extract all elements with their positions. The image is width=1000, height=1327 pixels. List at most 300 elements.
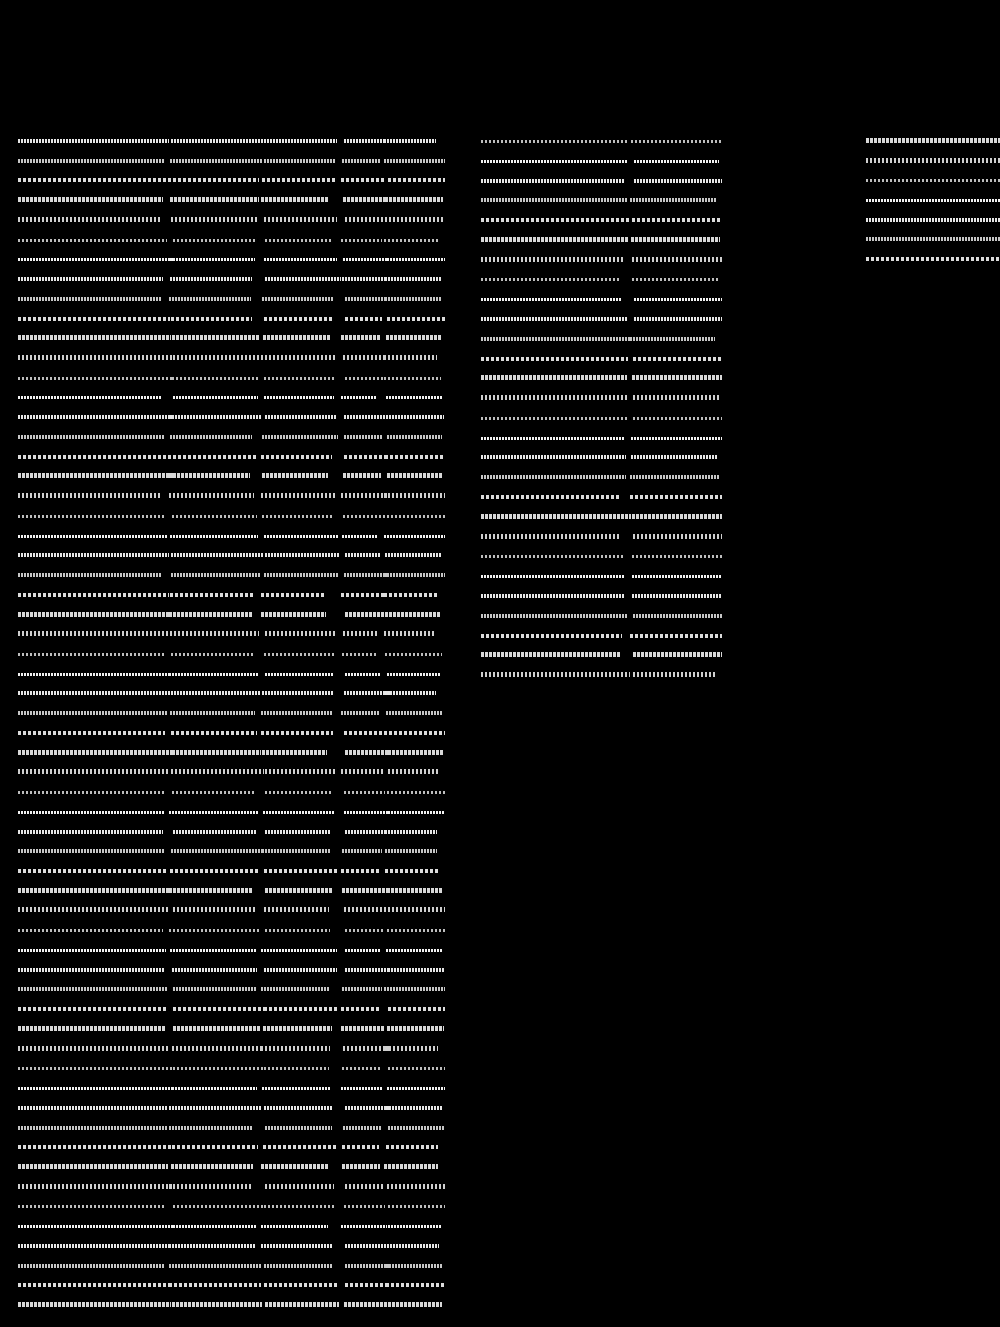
text-segment — [264, 1106, 332, 1110]
text-segment — [481, 437, 624, 440]
text-segment — [388, 1302, 442, 1307]
text-segment — [345, 612, 389, 617]
text-segment — [264, 1067, 329, 1070]
text-segment — [170, 435, 252, 439]
text-segment — [341, 239, 382, 242]
text-segment — [171, 769, 264, 774]
text-segment — [387, 258, 445, 261]
text-segment — [344, 1205, 385, 1208]
text-segment — [18, 888, 172, 893]
text-segment — [263, 811, 335, 814]
text-segment — [265, 830, 330, 834]
text-segment — [387, 1244, 439, 1248]
text-segment — [18, 435, 165, 439]
text-segment — [18, 396, 162, 399]
text-segment — [169, 415, 262, 419]
text-line — [481, 177, 722, 183]
text-segment — [172, 791, 254, 794]
text-segment — [170, 258, 255, 261]
text-segment — [171, 139, 263, 143]
text-line — [18, 275, 445, 281]
text-segment — [341, 178, 385, 182]
text-segment — [18, 1244, 169, 1248]
text-line — [18, 768, 445, 774]
text-segment — [342, 1164, 380, 1169]
text-segment — [344, 811, 388, 814]
text-line — [18, 906, 445, 912]
text-segment — [173, 1067, 264, 1070]
right-text-block — [866, 137, 1000, 261]
text-segment — [344, 731, 389, 735]
text-segment — [171, 317, 252, 321]
text-segment — [265, 1184, 334, 1189]
text-segment — [342, 277, 387, 281]
text-segment — [384, 493, 445, 498]
text-segment — [171, 849, 264, 853]
text-line — [481, 671, 722, 677]
text-line — [18, 1084, 445, 1090]
text-segment — [262, 297, 333, 301]
text-segment — [171, 553, 263, 557]
text-segment — [387, 673, 440, 676]
text-line — [481, 572, 722, 578]
text-segment — [343, 355, 385, 360]
text-segment — [345, 949, 380, 952]
text-line — [481, 632, 722, 638]
text-segment — [342, 987, 382, 991]
text-line — [18, 1064, 445, 1070]
text-segment — [386, 1145, 438, 1149]
text-line — [18, 216, 445, 222]
text-segment — [170, 869, 260, 873]
text-segment — [173, 1026, 260, 1031]
text-segment — [262, 849, 330, 853]
text-segment — [18, 455, 171, 459]
text-segment — [481, 375, 627, 380]
text-segment — [172, 515, 257, 518]
text-segment — [342, 1067, 381, 1070]
text-segment — [169, 888, 253, 893]
text-segment — [385, 869, 440, 873]
text-segment — [264, 535, 339, 538]
text-line — [18, 1005, 445, 1011]
text-line — [481, 473, 722, 479]
text-segment — [343, 1126, 381, 1130]
text-segment — [633, 357, 722, 361]
text-segment — [262, 178, 336, 182]
text-segment — [345, 830, 385, 834]
middle-text-block — [481, 137, 722, 677]
text-segment — [481, 495, 621, 499]
text-segment — [261, 455, 332, 459]
text-segment — [387, 1026, 444, 1031]
text-line — [18, 670, 445, 676]
text-segment — [18, 929, 163, 932]
text-segment — [170, 535, 258, 538]
text-segment — [388, 750, 443, 755]
text-segment — [262, 473, 328, 478]
text-segment — [384, 1164, 438, 1169]
text-segment — [18, 515, 164, 518]
text-segment — [264, 396, 334, 399]
text-segment — [169, 811, 258, 814]
text-segment — [264, 139, 337, 143]
text-line — [18, 1262, 445, 1268]
text-segment — [169, 473, 250, 478]
text-segment — [341, 1026, 384, 1031]
text-segment — [388, 811, 445, 814]
text-segment — [634, 179, 722, 183]
text-segment — [173, 239, 255, 242]
text-line — [18, 354, 445, 360]
text-line — [18, 472, 445, 478]
text-segment — [481, 278, 621, 281]
text-segment — [866, 179, 1000, 182]
text-segment — [18, 949, 166, 952]
text-segment — [385, 849, 437, 853]
text-segment — [173, 396, 258, 399]
text-line — [18, 591, 445, 597]
text-segment — [18, 731, 165, 735]
text-line — [481, 374, 722, 380]
text-segment — [481, 417, 628, 420]
text-segment — [632, 514, 722, 519]
text-segment — [18, 1264, 164, 1268]
text-segment — [172, 377, 259, 380]
text-segment — [18, 1184, 172, 1189]
text-segment — [344, 415, 385, 419]
text-segment — [18, 139, 169, 143]
text-segment — [18, 178, 173, 182]
text-segment — [384, 731, 445, 735]
text-segment — [342, 653, 378, 656]
text-segment — [169, 1184, 252, 1189]
text-segment — [481, 237, 628, 242]
text-line — [866, 216, 1000, 222]
text-segment — [344, 139, 385, 143]
text-segment — [344, 455, 387, 459]
text-segment — [481, 534, 620, 539]
text-segment — [262, 691, 333, 695]
text-segment — [634, 317, 722, 321]
text-segment — [632, 594, 722, 598]
text-segment — [341, 396, 377, 399]
text-line — [866, 137, 1000, 143]
text-segment — [172, 1087, 257, 1090]
text-line — [866, 157, 1000, 163]
text-segment — [866, 158, 1000, 163]
text-segment — [630, 495, 722, 499]
text-segment — [261, 593, 325, 597]
text-segment — [481, 652, 621, 657]
text-segment — [173, 1007, 265, 1011]
text-line — [18, 946, 445, 952]
text-segment — [18, 593, 169, 597]
text-line — [18, 749, 445, 755]
text-segment — [384, 691, 436, 695]
text-segment — [342, 535, 377, 538]
text-segment — [388, 968, 445, 972]
text-segment — [344, 1302, 390, 1307]
text-segment — [265, 415, 336, 419]
text-segment — [18, 1205, 165, 1208]
text-segment — [261, 612, 326, 617]
text-segment — [387, 1184, 445, 1189]
text-line — [481, 592, 722, 598]
text-segment — [481, 140, 628, 143]
text-segment — [481, 395, 627, 400]
text-line — [18, 374, 445, 380]
text-segment — [265, 791, 332, 794]
text-segment — [173, 830, 256, 834]
text-line — [18, 137, 445, 143]
text-segment — [386, 1283, 445, 1287]
text-segment — [18, 1302, 171, 1307]
text-line — [481, 513, 722, 519]
text-segment — [264, 377, 336, 380]
text-segment — [18, 297, 162, 301]
text-line — [18, 729, 445, 735]
text-segment — [261, 197, 328, 202]
text-segment — [345, 968, 388, 972]
text-segment — [481, 317, 627, 321]
text-segment — [173, 1205, 264, 1208]
text-segment — [18, 1106, 167, 1110]
text-segment — [261, 1225, 328, 1228]
text-line — [18, 867, 445, 873]
text-segment — [265, 631, 337, 636]
text-segment — [263, 335, 330, 340]
text-line — [481, 552, 722, 558]
text-segment — [264, 653, 336, 656]
text-segment — [265, 277, 341, 281]
text-segment — [481, 257, 623, 262]
text-segment — [384, 593, 438, 597]
text-line — [18, 828, 445, 834]
text-segment — [18, 653, 166, 656]
text-segment — [18, 377, 172, 380]
text-segment — [387, 515, 445, 518]
text-segment — [173, 355, 261, 360]
text-segment — [341, 711, 379, 715]
text-segment — [263, 1026, 332, 1031]
text-segment — [261, 949, 337, 952]
text-segment — [173, 987, 256, 991]
text-line — [18, 788, 445, 794]
text-segment — [263, 1145, 338, 1149]
text-segment — [385, 217, 445, 222]
text-segment — [18, 907, 169, 912]
text-segment — [261, 731, 333, 735]
text-segment — [261, 987, 329, 991]
text-segment — [18, 335, 171, 340]
text-segment — [388, 1205, 445, 1208]
text-segment — [18, 968, 164, 972]
text-line — [481, 533, 722, 539]
text-segment — [18, 159, 164, 163]
text-segment — [384, 987, 445, 991]
text-segment — [169, 1126, 252, 1130]
text-segment — [385, 455, 445, 459]
text-line — [18, 1242, 445, 1248]
text-segment — [169, 1283, 261, 1287]
text-segment — [342, 159, 380, 163]
text-segment — [265, 929, 330, 932]
text-segment — [630, 634, 722, 638]
text-segment — [345, 317, 382, 321]
text-line — [18, 611, 445, 617]
text-line — [18, 689, 445, 695]
text-segment — [171, 731, 257, 735]
text-segment — [385, 553, 442, 557]
text-segment — [265, 769, 337, 774]
text-line — [866, 255, 1000, 261]
text-segment — [18, 691, 174, 695]
text-line — [18, 433, 445, 439]
text-segment — [343, 1046, 389, 1051]
text-segment — [265, 239, 332, 242]
text-line — [481, 394, 722, 400]
text-segment — [344, 907, 386, 912]
text-segment — [262, 515, 333, 518]
text-segment — [481, 198, 628, 202]
text-segment — [632, 278, 718, 281]
text-segment — [384, 907, 445, 912]
text-segment — [343, 197, 387, 202]
text-segment — [866, 237, 1000, 241]
text-segment — [18, 769, 170, 774]
text-segment — [384, 355, 437, 360]
text-segment — [170, 631, 259, 636]
text-segment — [481, 514, 631, 519]
text-segment — [264, 317, 333, 321]
text-segment — [18, 1046, 170, 1051]
text-segment — [866, 199, 1000, 202]
text-segment — [385, 653, 442, 656]
text-segment — [169, 1106, 261, 1110]
text-segment — [345, 1106, 391, 1110]
text-segment — [18, 197, 163, 202]
text-segment — [264, 217, 337, 222]
text-segment — [344, 573, 387, 577]
text-segment — [173, 178, 259, 182]
text-segment — [173, 455, 257, 459]
text-segment — [385, 297, 441, 301]
text-segment — [342, 849, 382, 853]
text-segment — [387, 929, 445, 932]
text-segment — [481, 179, 624, 183]
text-line — [18, 334, 445, 340]
text-segment — [634, 160, 719, 163]
text-segment — [481, 455, 626, 459]
text-segment — [385, 197, 443, 202]
text-line — [18, 887, 445, 893]
text-segment — [343, 515, 387, 518]
text-segment — [341, 1087, 383, 1090]
text-line — [18, 512, 445, 518]
text-line — [18, 808, 445, 814]
text-segment — [384, 239, 438, 242]
text-segment — [172, 968, 257, 972]
text-segment — [169, 1244, 255, 1248]
text-segment — [481, 672, 630, 677]
text-segment — [341, 1007, 380, 1011]
text-segment — [386, 1264, 442, 1268]
text-segment — [264, 1205, 335, 1208]
text-segment — [169, 297, 251, 301]
text-segment — [631, 140, 722, 143]
text-line — [18, 532, 445, 538]
text-segment — [345, 217, 390, 222]
text-segment — [633, 614, 722, 618]
text-segment — [265, 1302, 339, 1307]
text-segment — [18, 631, 170, 636]
text-line — [18, 176, 445, 182]
text-segment — [481, 475, 626, 479]
text-line — [18, 393, 445, 399]
text-line — [18, 1183, 445, 1189]
text-line — [866, 176, 1000, 182]
text-segment — [265, 553, 339, 557]
text-segment — [170, 711, 255, 715]
text-segment — [632, 218, 722, 222]
text-segment — [343, 631, 378, 636]
text-segment — [633, 652, 722, 657]
text-line — [18, 847, 445, 853]
text-segment — [388, 1225, 442, 1228]
text-line — [481, 196, 722, 202]
text-segment — [170, 949, 256, 952]
text-segment — [172, 1145, 258, 1149]
text-line — [18, 1301, 445, 1307]
text-segment — [345, 1264, 391, 1268]
text-segment — [169, 929, 260, 932]
text-segment — [630, 198, 716, 202]
text-line — [481, 216, 722, 222]
text-line — [18, 295, 445, 301]
text-line — [18, 966, 445, 972]
text-segment — [261, 1244, 333, 1248]
text-segment — [18, 750, 173, 755]
text-segment — [630, 337, 715, 341]
text-line — [18, 196, 445, 202]
text-line — [481, 275, 722, 281]
text-segment — [866, 138, 1000, 143]
text-segment — [343, 258, 388, 261]
text-segment — [18, 612, 170, 617]
text-segment — [633, 395, 721, 400]
text-line — [18, 709, 445, 715]
text-segment — [169, 493, 254, 498]
text-segment — [261, 493, 335, 498]
text-line — [481, 493, 722, 499]
text-segment — [265, 1126, 332, 1130]
text-segment — [171, 573, 260, 577]
text-segment — [172, 335, 259, 340]
text-segment — [387, 1087, 445, 1090]
text-segment — [264, 1007, 339, 1011]
text-segment — [345, 553, 380, 557]
text-segment — [170, 593, 253, 597]
text-segment — [18, 1164, 168, 1169]
text-line — [481, 453, 722, 459]
text-segment — [18, 849, 165, 853]
text-segment — [261, 1046, 330, 1051]
text-segment — [387, 435, 442, 439]
text-line — [18, 453, 445, 459]
text-segment — [18, 473, 174, 478]
text-line — [18, 1202, 445, 1208]
